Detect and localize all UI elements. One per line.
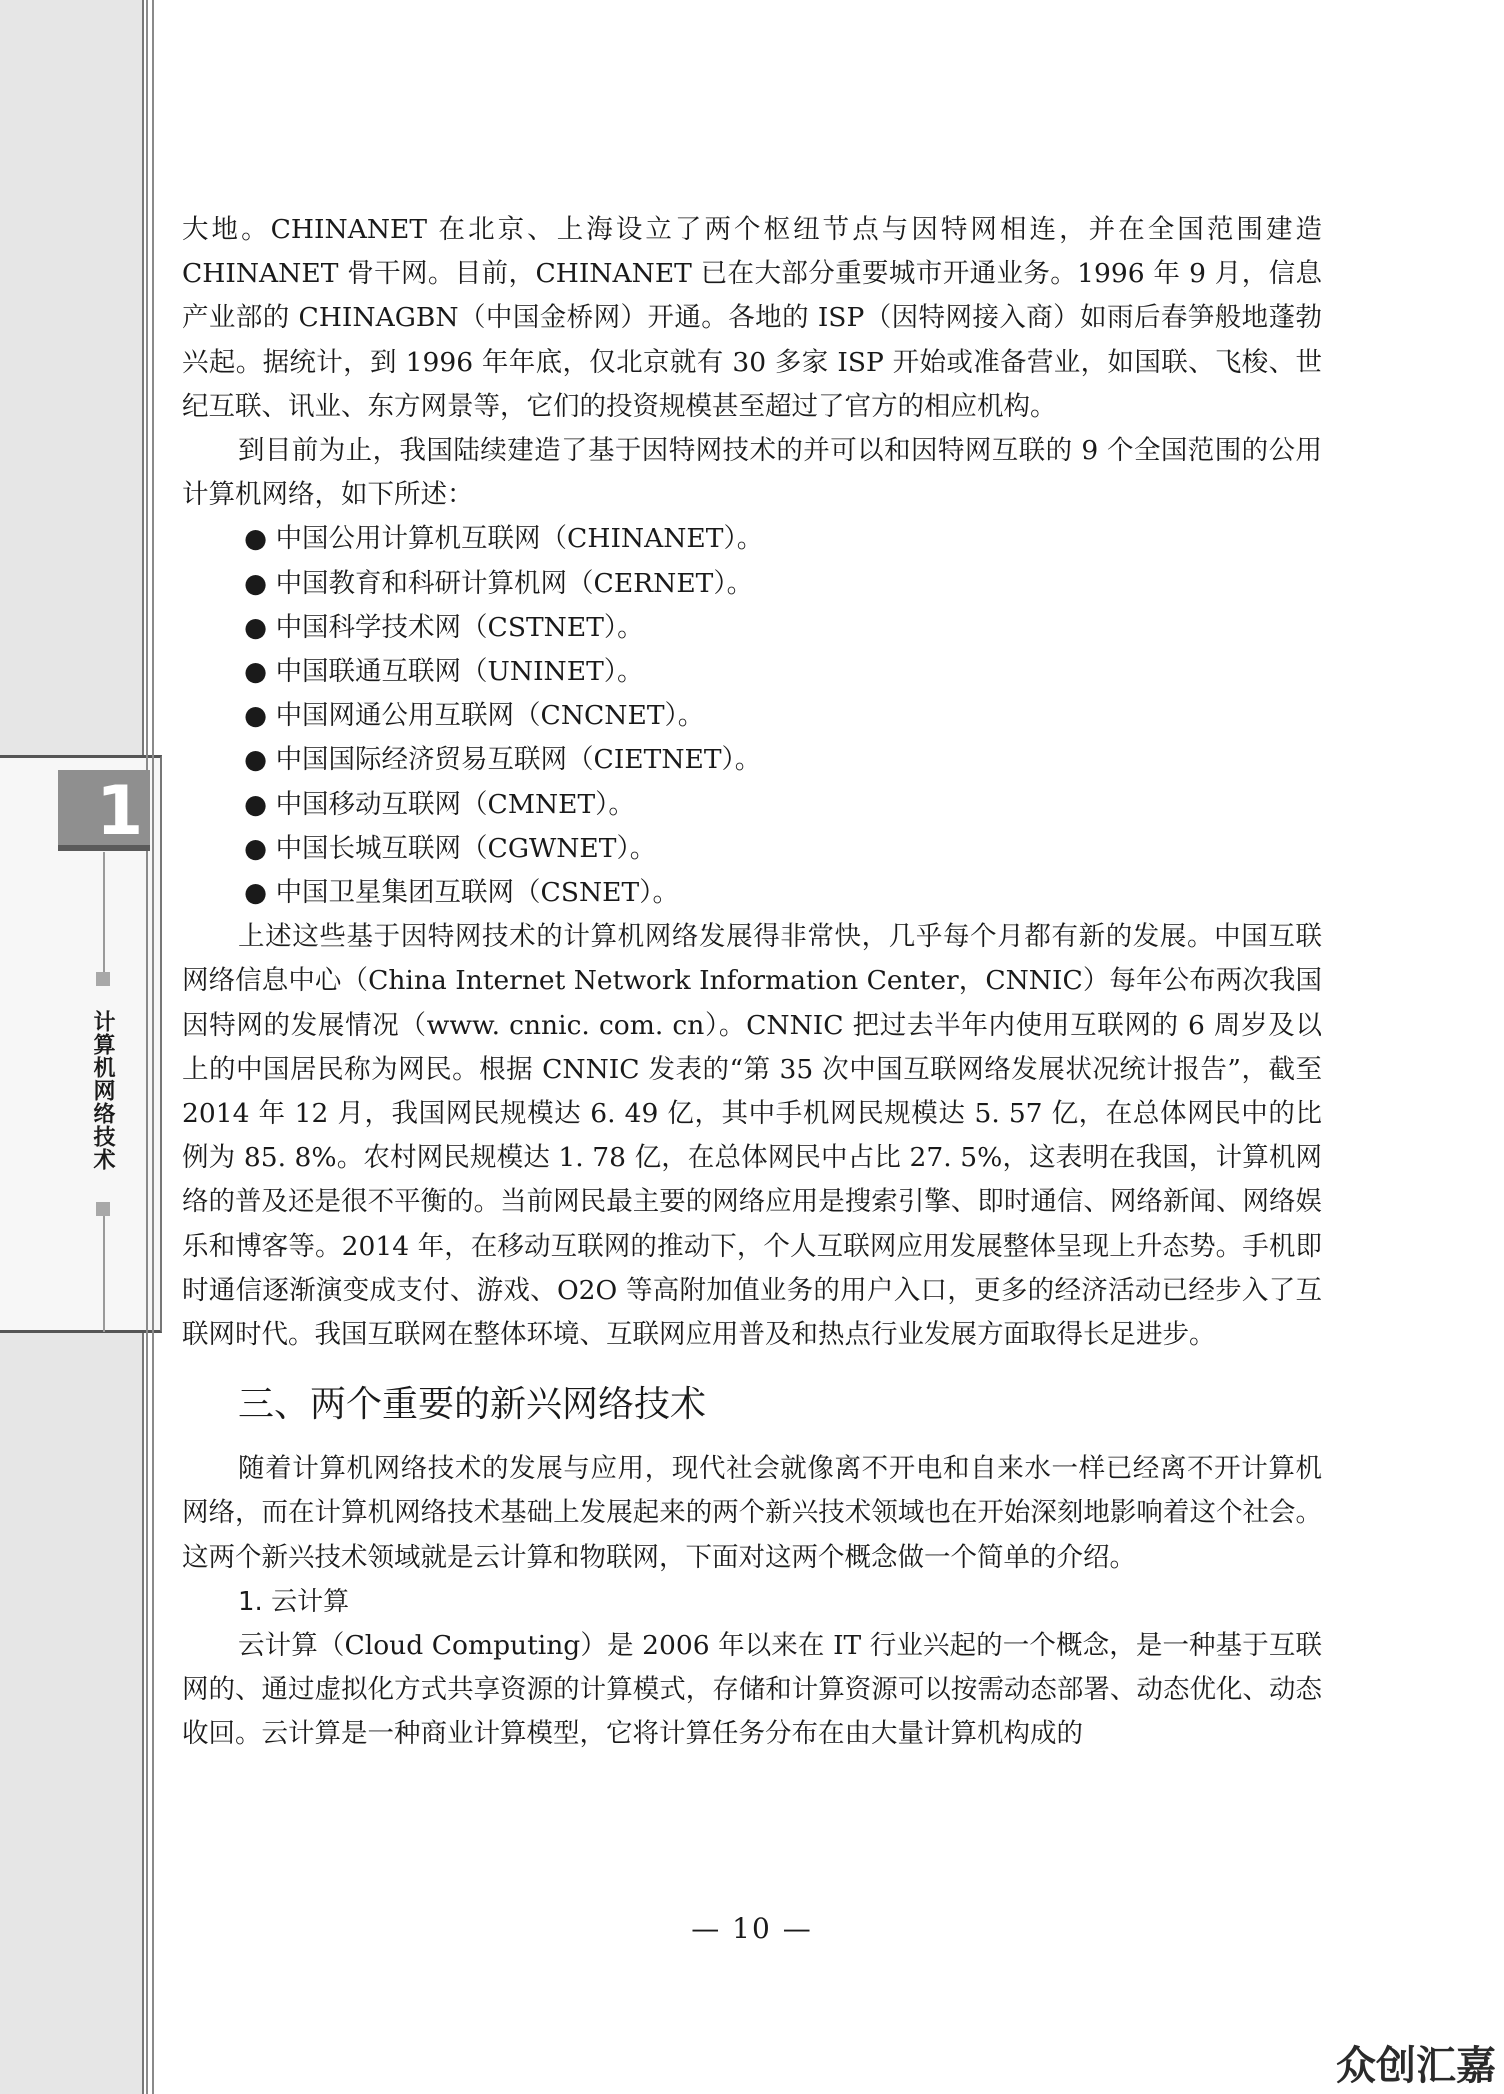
bullet-icon: ● <box>244 523 268 555</box>
paragraph: 随着计算机网络技术的发展与应用，现代社会就像离不开电和自来水一样已经离不开计算机网络，而在计算机网络技术基础上发展起来的两个新兴技术领域也在开始深刻地影响着这个社会。这两个新兴技术领域就是云计算和物联网，下面对这两个概念做一个简单的介绍。 <box>182 1453 1322 1573</box>
book-title-vertical: 计算机网络技术 <box>90 1010 115 1171</box>
paragraph: 云计算（Cloud Computing）是 2006 年以来在 IT 行业兴起的一个概念，是一种基于互联网的、通过虚拟化方式共享资源的计算模式，存储和计算资源可以按需动态部署、动态优化、动态收回。云计算是一种商业计算模型，它将计算任务分布在由大量计算机构成的 <box>182 1629 1322 1750</box>
list-item: ● 中国教育和科研计算机网（CERNET）。 <box>244 567 754 599</box>
bullet-icon: ● <box>244 832 268 864</box>
network-list <box>182 517 1322 915</box>
list-item: ● 中国移动互联网（CMNET）。 <box>244 788 635 820</box>
bullet-icon: ● <box>244 611 268 643</box>
sidebar-square <box>96 1202 110 1216</box>
subsection-heading: 1. 云计算 <box>238 1586 350 1617</box>
paragraph: 到目前为止，我国陆续建造了基于因特网技术的并可以和因特网互联的 9 个全国范围的公用计算机网络，如下所述： <box>182 435 1322 511</box>
sidebar-square <box>96 972 110 986</box>
list-item: ● 中国公用计算机互联网（CHINANET）。 <box>244 523 764 555</box>
list-item: ● 中国卫星集团互联网（CSNET）。 <box>244 877 679 909</box>
list-item: ● 中国科学技术网（CSTNET）。 <box>244 611 644 643</box>
sidebar-line <box>103 1216 105 1332</box>
chapter-number: 1 <box>96 772 144 851</box>
sidebar-line <box>103 852 105 972</box>
bullet-icon: ● <box>244 788 268 820</box>
section-heading: 三、两个重要的新兴网络技术 <box>238 1384 707 1426</box>
bullet-icon: ● <box>244 877 268 909</box>
list-item: ● 中国国际经济贸易互联网（CIETNET）。 <box>244 744 762 776</box>
bullet-icon: ● <box>244 744 268 776</box>
paragraph: 大地。CHINANET 在北京、上海设立了两个枢纽节点与因特网相连，并在全国范围建造CHINANET 骨干网。目前，CHINANET 已在大部分重要城市开通业务。1996 年 9 月，信息产业部的 CHINAGBN（中国金桥网）开通。各地的 ISP（因特网接入商）如雨后春笋般地蓬勃兴起。据统计，到 1996 年年底，仅北京就有 30 多家 ISP 开始或准备营业，如国联、飞梭、世纪互联、讯业、东方网景等，它们的投资规模甚至超过了官方的相应机构。 <box>182 214 1322 422</box>
sidebar-bottom-panel <box>0 1333 144 2094</box>
page-number: — 10 — <box>691 1912 813 1945</box>
paragraph: 上述这些基于因特网技术的计算机网络发展得非常快，几乎每个月都有新的发展。中国互联网络信息中心（China Internet Network Information Center，CNNIC）每年公布两次我国因特网的发展情况（www. cnnic. com. cn）。CNNIC 把过去半年内使用互联网的 6 周岁及以上的中国居民称为网民。根据 CNNIC 发表的“第 35 次中国互联网络发展状况统计报告”，截至 2014 年 12 月，我国网民规模达 6. 49 亿，其中手机网民规模达 5. 57 亿，在总体网民中的比例为 85. 8%。农村网民规模达 1. 78 亿，在总体网民中占比 27. 5%，这表明在我国，计算机网络的普及还是很不平衡的。当前网民最主要的网络应用是搜索引擎、即时通信、网络新闻、网络娱乐和博客等。2014 年，在移动互联网的推动下，个人互联网应用发展整体呈现上升态势。手机即时通信逐渐演变成支付、游戏、O2O 等高附加值业务的用户入口，更多的经济活动已经步入了互联网时代。我国互联网在整体环境、互联网应用普及和热点行业发展方面取得长足进步。 <box>182 921 1322 1351</box>
margin-rule <box>152 0 154 2094</box>
watermark-logo: 众创汇嘉 <box>1336 2043 1496 2089</box>
list-item: ● 中国网通公用互联网（CNCNET）。 <box>244 700 705 732</box>
margin-rule <box>146 0 148 2094</box>
bullet-icon: ● <box>244 700 268 732</box>
list-item: ● 中国长城互联网（CGWNET）。 <box>244 832 657 864</box>
bullet-icon: ● <box>244 567 268 599</box>
page-body <box>182 208 1322 1757</box>
bullet-icon: ● <box>244 656 268 688</box>
list-item: ● 中国联通互联网（UNINET）。 <box>244 656 644 688</box>
sidebar-top-panel <box>0 0 144 755</box>
